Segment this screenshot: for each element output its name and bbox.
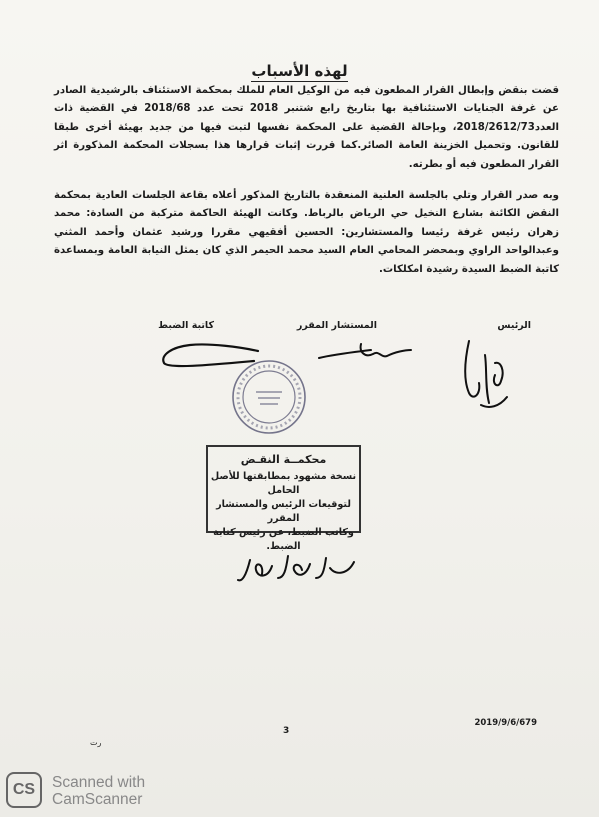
counsel-label: المستشار المقرر [296,320,377,331]
composition-paragraph: وبه صدر القرار وتلي بالجلسة العلنية المنعقدة بالتاريخ المذكور أعلاه بقاعة الجلسات العادية بمحكمة النقض الكائنة بشارع النخيل حي الرياض بالرباط. وكانت الهيئة الحاكمة متركبة من السادة: محمد زهران رئيس غرفة رئيسا والمستشارين: الحسين أفقيهي مقررا ورشيد عثمان وأحمد المثني وعبدالواحد الراوي وبمحضر المحامي العام السيد محمد الحيمر الذي كان يمثل النيابة العامة وبمساعدة كاتبة الضبط السيدة رشيدة امكلكات. [54,190,559,275]
page-number: 3 [283,726,290,736]
watermark-line-1: Scanned with [52,774,146,791]
stamp-line-3: وكاتب الضبط، عن رئيس كتابة الضبط. [213,527,354,552]
stamp-court-name: محكمــة النقـض [240,453,327,466]
case-reference: 2019/9/6/679 [474,718,537,728]
section-title-text: لهذه الأسباب [251,62,348,80]
certification-stamp [206,445,361,552]
stamp-line-1: نسخة مشهود بمطابقتها للأصل الحامل [210,471,357,496]
stamp-line-2: لتوقيعات الرئيس والمستشار المقرر [216,499,351,524]
camscanner-logo-icon: CS [6,772,42,808]
watermark-line-2: CamScanner [52,791,143,808]
handwritten-clerk-name [232,548,362,590]
president-label: الرئيس [497,320,531,331]
president-signature [455,335,515,413]
ruling-paragraph: قضت بنقض وإبطال القرار المطعون فيه من الوكيل العام للملك بمحكمة الاستئناف بالرشيدية الصادر عن غرفة الجنايات الاستئنافية بها بتاريخ رابع شتنبر 2018 تحت عدد 2018/68 في القضية ذات العدد2018/2612/73، وبإحالة القضية على المحكمة نفسها لتبت فيها من جديد بهيئة أخرى طبقا للقانون. وتحميل الخزينة العامة الصائر.كما قررت إثبات قرارها هذا بسجلات المحكمة المذكورة اثر القرار المطعون فيه أو بطرته. [54,85,559,170]
section-title [0,62,599,80]
camscanner-watermark [52,774,145,808]
counsel-signature [315,338,415,368]
clerk-label: كاتبة الضبط [158,320,214,331]
round-seal-stamp [230,358,308,436]
initials-mark: رت [90,738,102,747]
